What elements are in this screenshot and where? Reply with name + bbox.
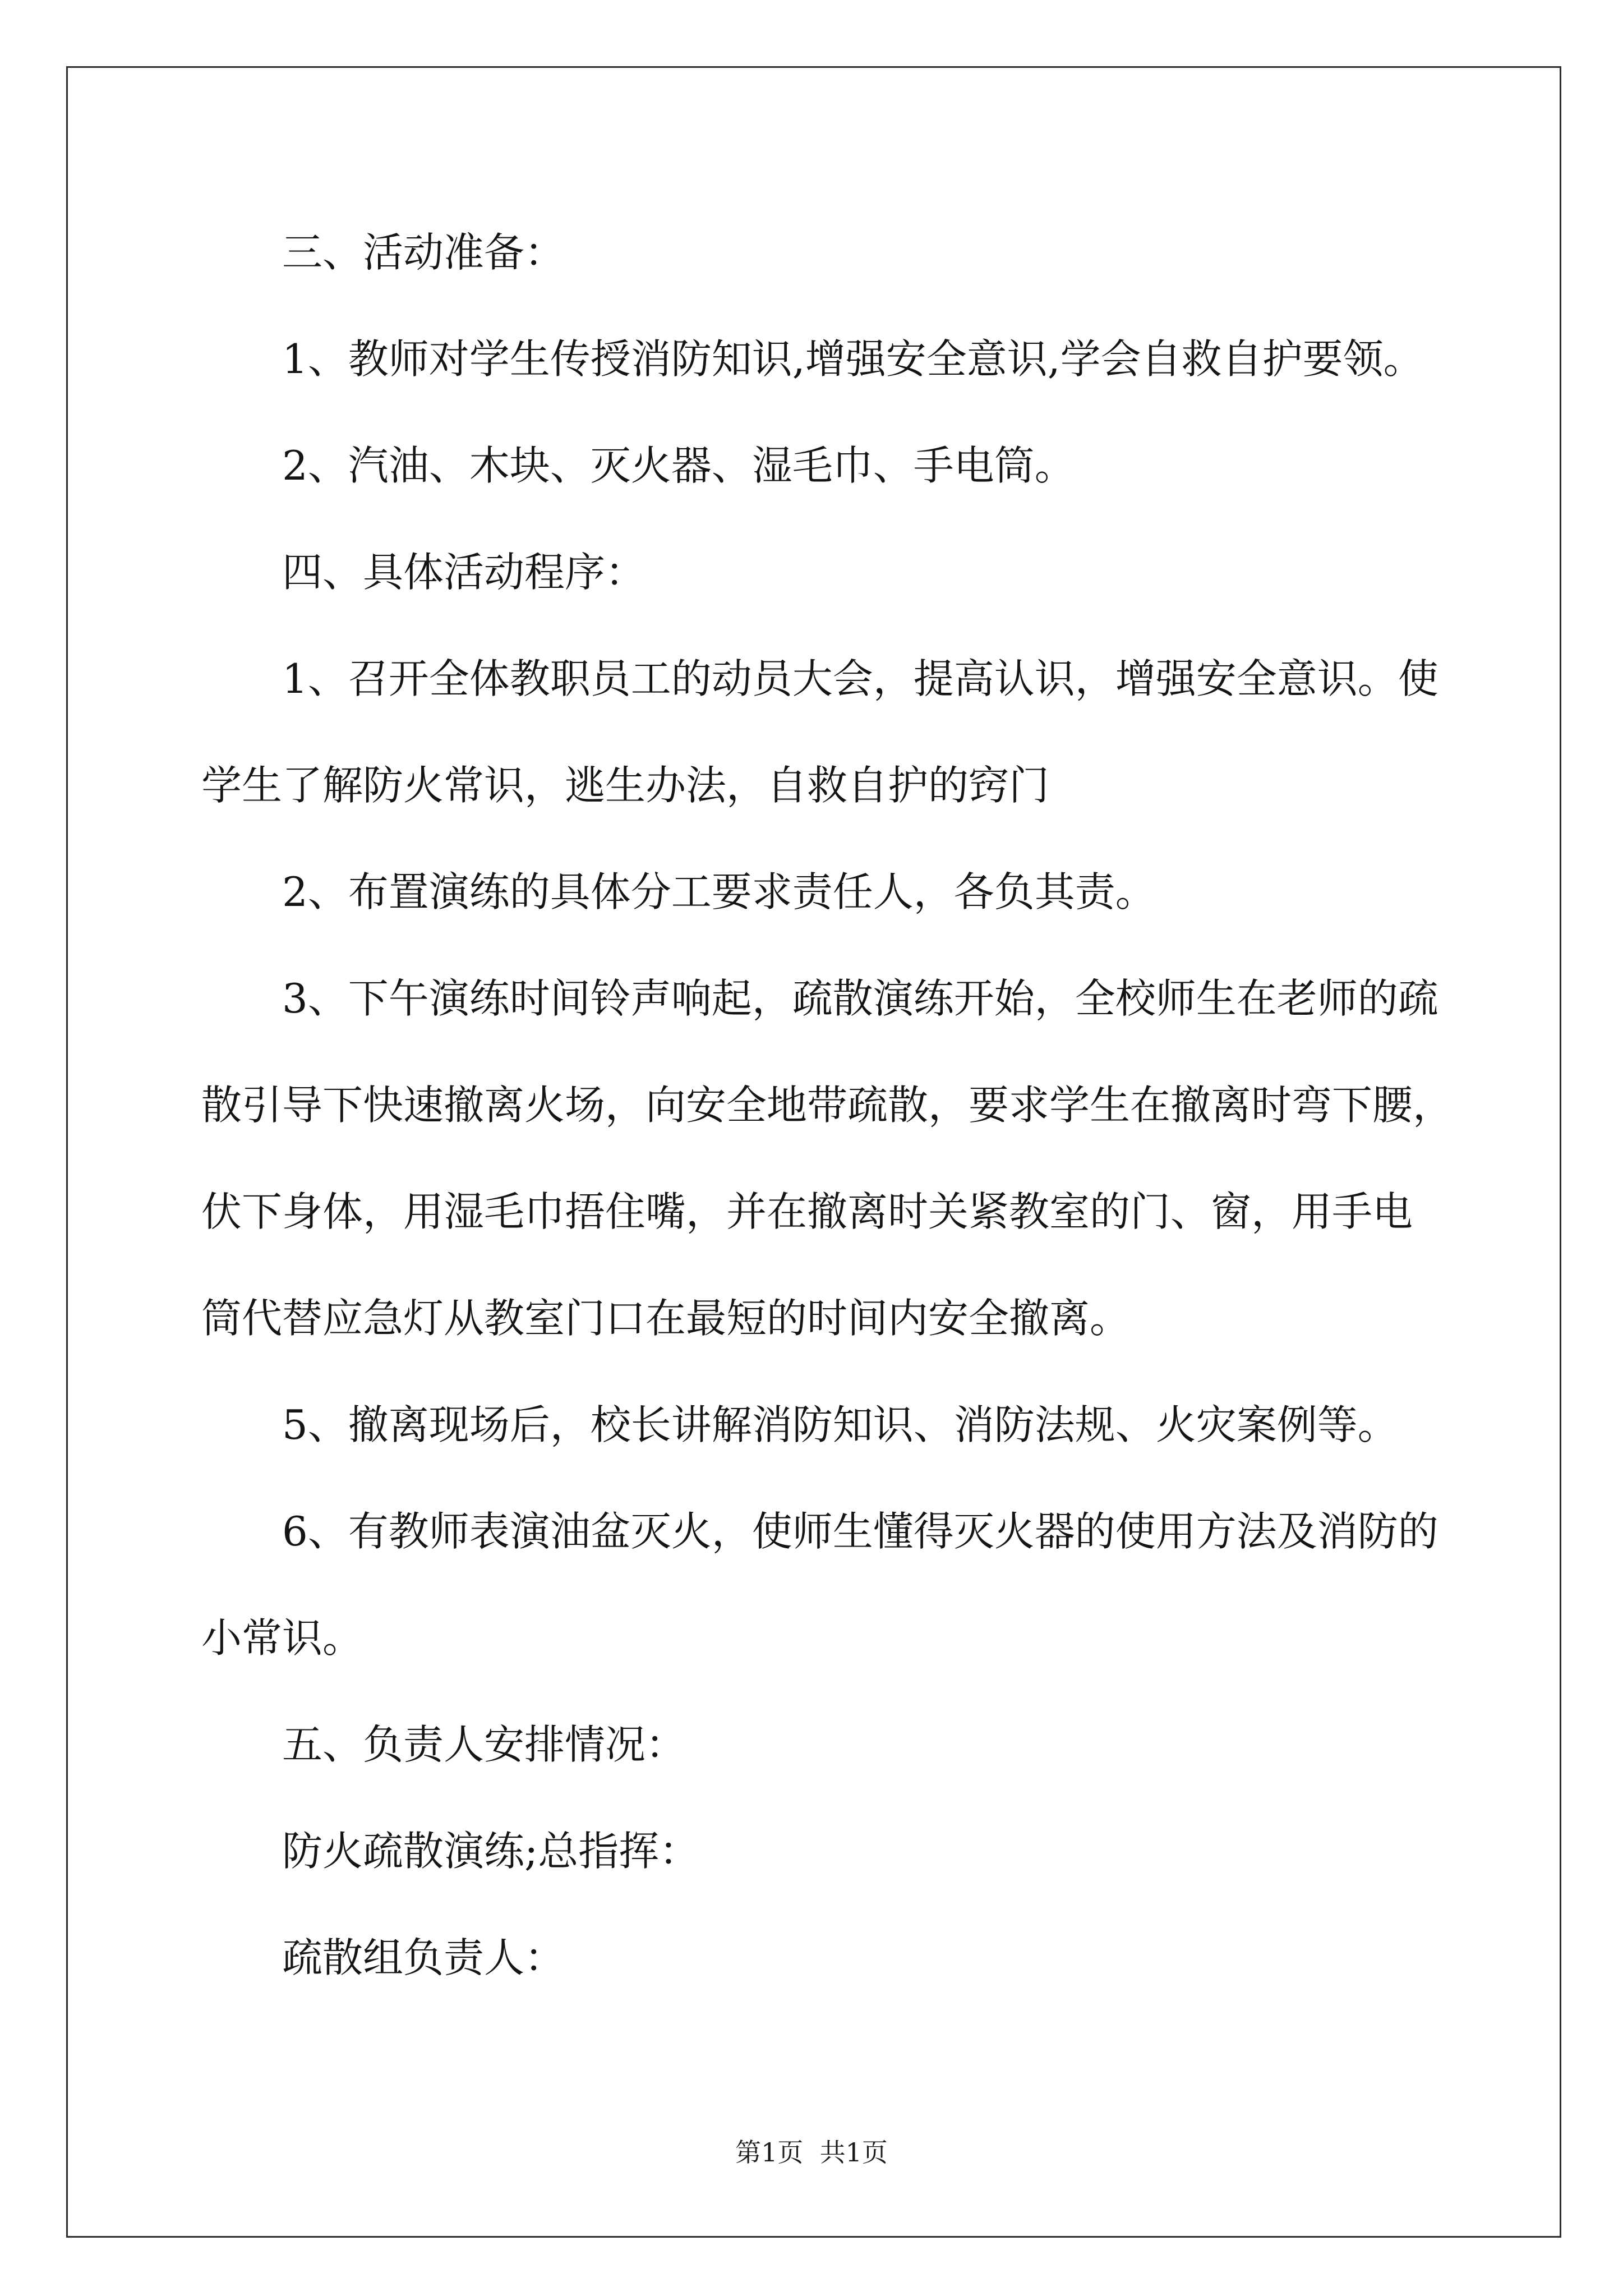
paragraph [201, 1798, 1536, 1904]
text-line: 五、负责人安排情况： [282, 1721, 686, 1768]
paragraph [201, 306, 1536, 412]
document-body [201, 199, 1536, 2011]
text-line: 疏散组负责人： [282, 1934, 565, 1981]
page-footer: 第1页 共1页 [735, 2137, 888, 2168]
paragraph [201, 625, 1536, 839]
text-line: 2、布置演练的具体分工要求责任人，各负其责。 [282, 868, 1156, 915]
text-line: 学生了解防火常识，逃生办法，自救自护的窍门 [201, 762, 1050, 809]
paragraph [201, 1372, 1536, 1478]
paragraph [201, 1478, 1536, 1691]
text-line: 散引导下快速撤离火场，向安全地带疏散，要求学生在撤离时弯下腰， [201, 1082, 1454, 1129]
text-line: 伏下身体，用湿毛巾捂住嘴，并在撤离时关紧教室的门、窗，用手电 [201, 1188, 1413, 1235]
text-line: 筒代替应急灯从教室门口在最短的时间内安全撤离。 [201, 1295, 1131, 1342]
text-line: 3、下午演练时间铃声响起，疏散演练开始，全校师生在老师的疏 [282, 975, 1438, 1022]
text-line: 小常识。 [201, 1614, 363, 1662]
text-line: 三、活动准备： [282, 229, 565, 276]
section-heading-responsibilities [201, 1691, 1536, 1798]
text-line: 6、有教师表演油盆灭火，使师生懂得灭火器的使用方法及消防的 [282, 1508, 1438, 1555]
paragraph [201, 1904, 1536, 2011]
section-heading-preparation [201, 199, 1536, 306]
paragraph [201, 839, 1536, 945]
text-line: 5、撤离现场后，校长讲解消防知识、消防法规、火灾案例等。 [282, 1401, 1398, 1448]
paragraph [201, 945, 1536, 1372]
paragraph [201, 412, 1536, 519]
text-line: 1、教师对学生传授消防知识,增强安全意识,学会自救自护要领。 [282, 335, 1424, 383]
text-line: 四、具体活动程序： [282, 549, 646, 596]
text-line: 防火疏散演练;总指挥： [282, 1828, 700, 1875]
text-line: 1、召开全体教职员工的动员大会，提高认识，增强安全意识。使 [282, 655, 1438, 702]
section-heading-procedure [201, 519, 1536, 625]
text-line: 2、汽油、木块、灭火器、湿毛巾、手电筒。 [282, 442, 1075, 489]
